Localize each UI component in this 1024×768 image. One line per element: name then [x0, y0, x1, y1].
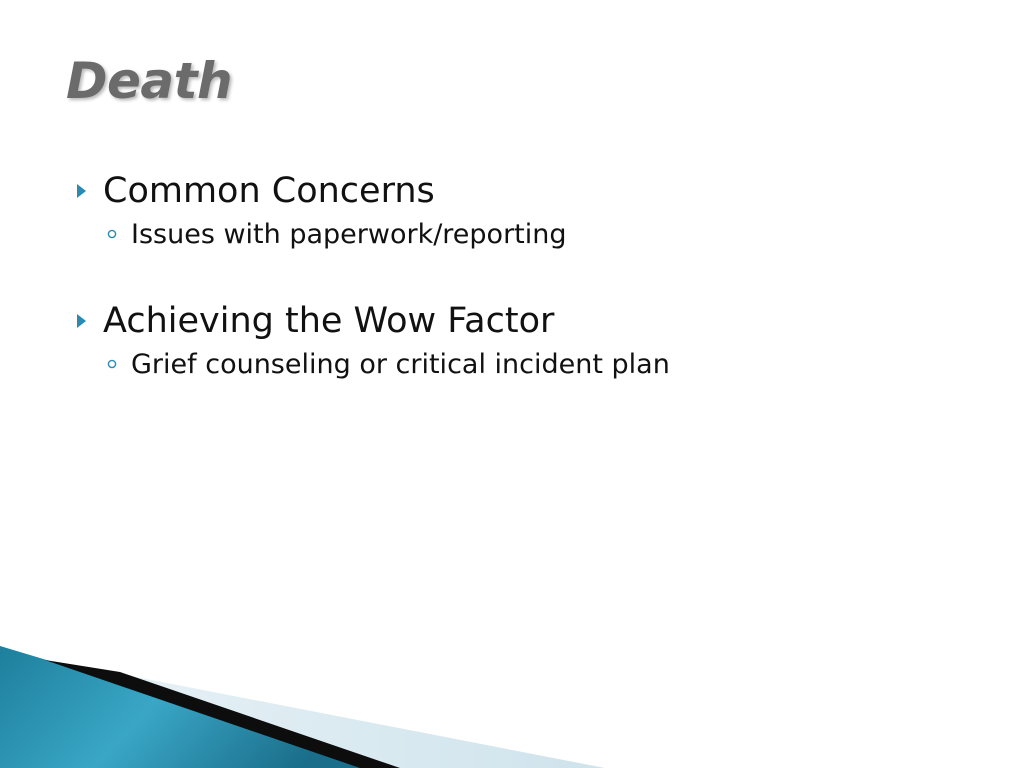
bullet-text: Achieving the Wow Factor	[103, 301, 555, 341]
sub-bullet-text: Grief counseling or critical incident plan	[131, 348, 670, 380]
sub-bullet-text: Issues with paperwork/reporting	[131, 218, 567, 250]
bullet-text: Common Concerns	[103, 171, 435, 211]
slide-title: Death	[66, 52, 233, 110]
